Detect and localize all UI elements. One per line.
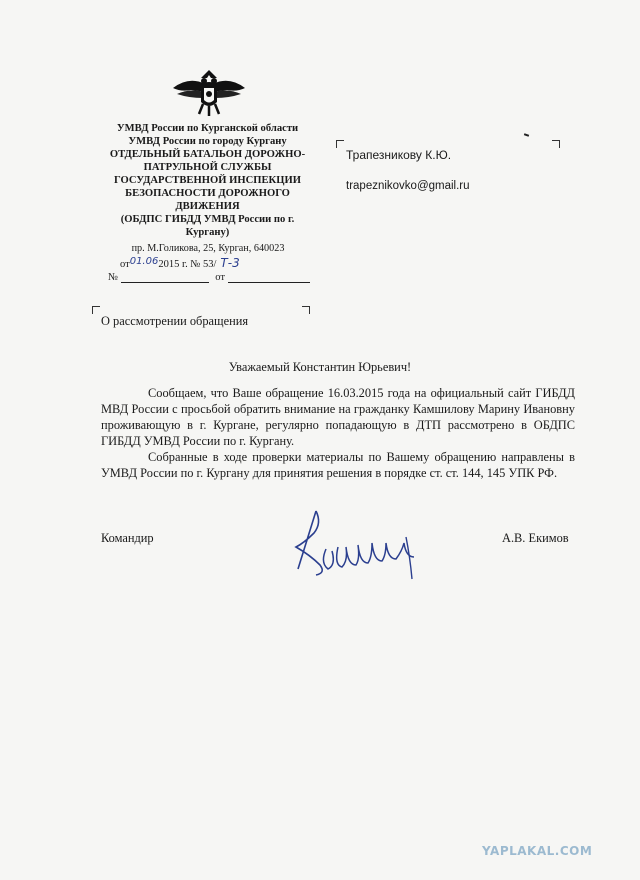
outgoing-date-line xyxy=(120,256,240,270)
body-paragraph: Сообщаем, что Ваше обращение 16.03.2015 года на официальный сайт ГИБДД МВД России с просьбой обратить внимание на гражданку Камшилову Марину Ивановну проживающую в г. Кургане, регулярно попадающую в ДТП рассмотрено в ОБДПС ГИБДД УМВД России по г. Кургану. xyxy=(101,386,575,448)
org-line: (ОБДПС ГИБДД УМВД России по г. xyxy=(120,214,295,225)
subject-corner-mark xyxy=(92,306,100,314)
date-printed: 2015 г. № 53/ xyxy=(158,259,217,270)
subject-corner-mark xyxy=(302,306,310,314)
signatory-name: А.В. Екимов xyxy=(502,531,569,545)
organization-header xyxy=(90,122,325,239)
scan-speck xyxy=(524,133,529,137)
signatory-role: Командир xyxy=(101,531,154,545)
org-line: ГОСУДАРСТВЕННОЙ ИНСПЕКЦИИ xyxy=(114,175,301,186)
incoming-reg-line xyxy=(108,272,310,283)
org-line: ДВИЖЕНИЯ xyxy=(175,201,240,212)
handwritten-date: 01.06 xyxy=(129,256,159,267)
handwritten-number: Т-3 xyxy=(220,256,240,270)
double-headed-eagle-icon xyxy=(171,66,247,118)
date-prefix: от xyxy=(120,259,130,270)
recipient-name: Трапезникову К.Ю. xyxy=(346,148,452,162)
body-paragraph: Собранные в ходе проверки материалы по Вашему обращению направлены в УМВД России по г. Кургану для принятия решения в порядке ст. ст. 144, 145 УПК РФ. xyxy=(101,450,575,480)
org-line: ОТДЕЛЬНЫЙ БАТАЛЬОН ДОРОЖНО- xyxy=(109,149,306,160)
org-line: БЕЗОПАСНОСТИ ДОРОЖНОГО xyxy=(125,188,290,199)
reg-from-blank xyxy=(228,272,310,283)
reg-no-blank xyxy=(121,272,209,283)
address-corner-mark xyxy=(336,140,344,148)
org-line: Кургану) xyxy=(185,227,230,238)
letter-body xyxy=(101,385,575,481)
reg-from-label: от xyxy=(215,272,225,283)
org-line: УМВД России по городу Кургану xyxy=(128,136,287,147)
address-corner-mark xyxy=(552,140,560,148)
org-line: УМВД России по Курганской области xyxy=(116,123,299,134)
org-line: ПАТРУЛЬНОЙ СЛУЖБЫ xyxy=(143,162,272,173)
handwritten-signature xyxy=(286,503,436,583)
letter-subject: О рассмотрении обращения xyxy=(101,314,249,328)
site-watermark: YAPLAKAL.COM xyxy=(482,844,593,858)
reg-no-label: № xyxy=(108,272,119,283)
greeting: Уважаемый Константин Юрьевич! xyxy=(228,360,412,374)
recipient-email: trapeznikovko@gmail.ru xyxy=(346,180,470,192)
org-address: пр. М.Голикова, 25, Курган, 640023 xyxy=(131,243,285,254)
